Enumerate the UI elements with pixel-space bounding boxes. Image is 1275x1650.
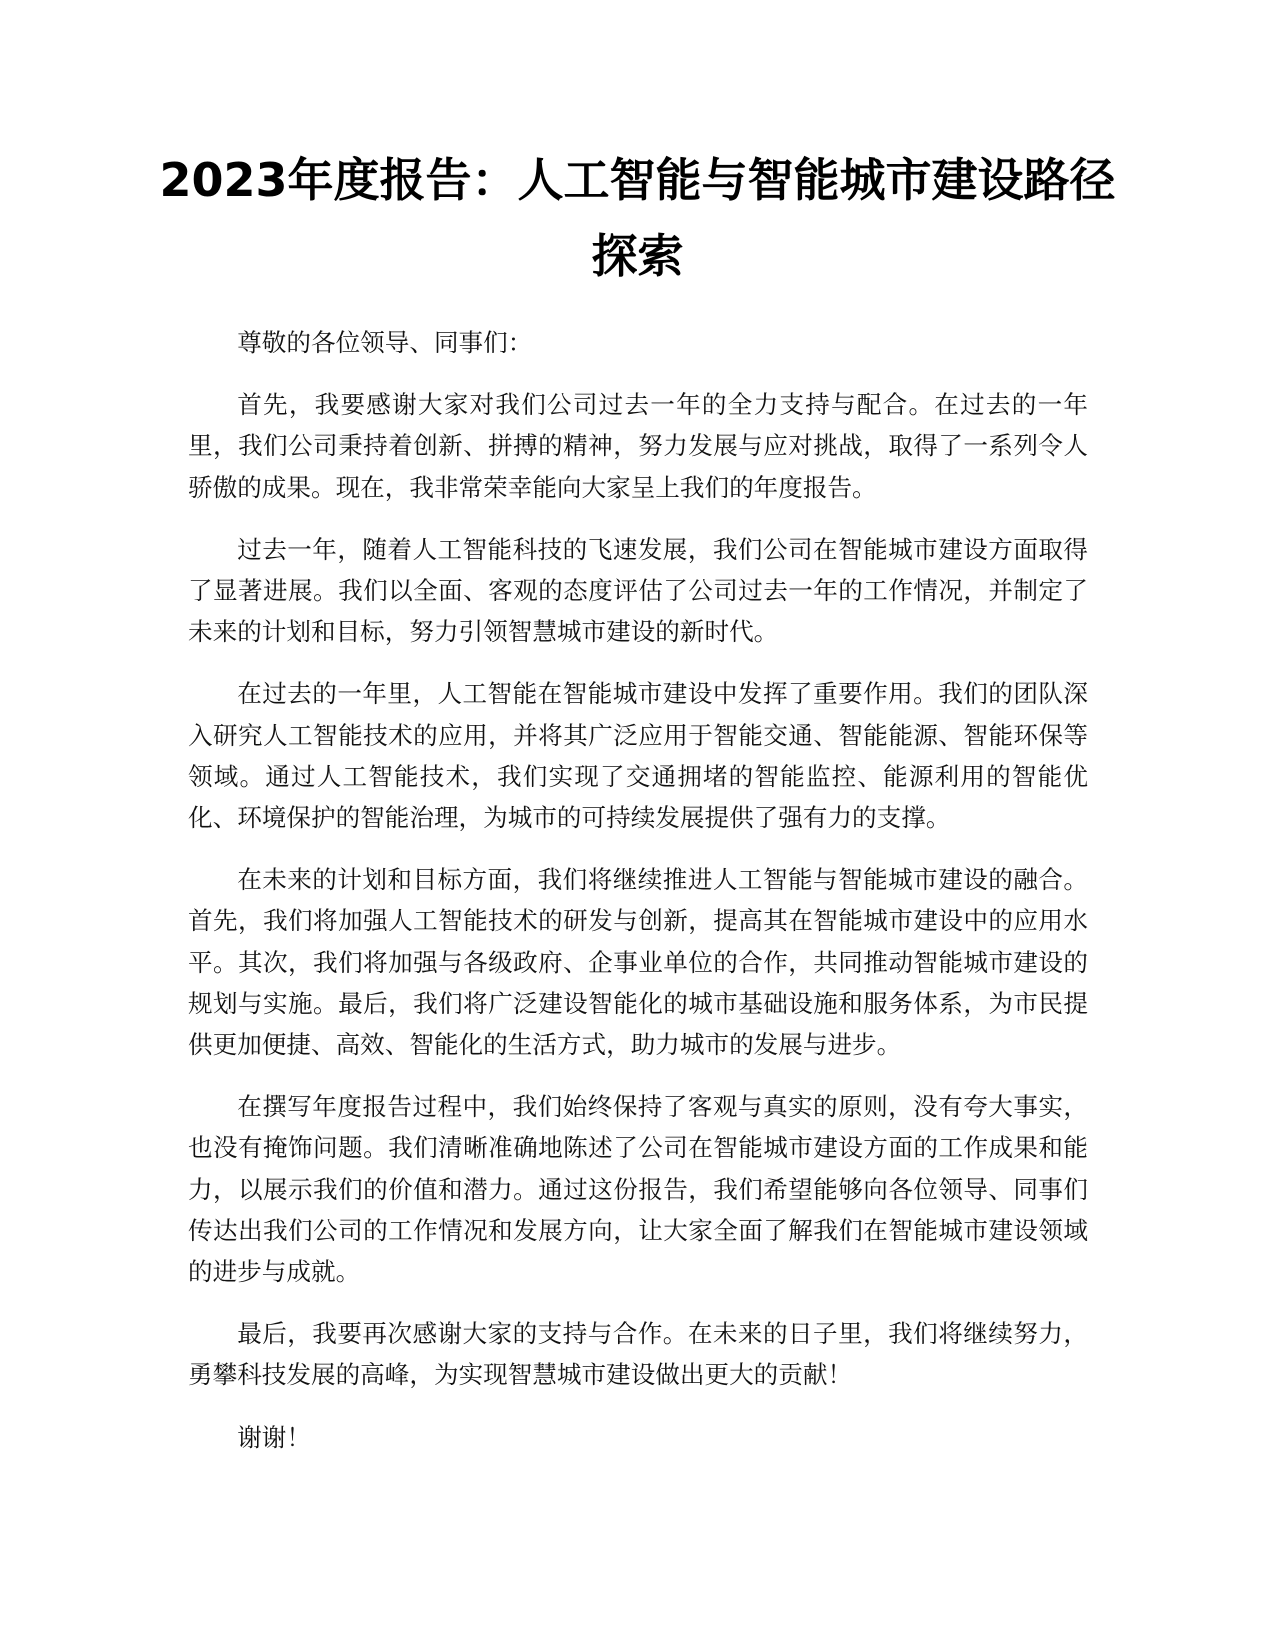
body-paragraph: 在未来的计划和目标方面，我们将继续推进人工智能与智能城市建设的融合。首先，我们将加强人工智能技术的研发与创新，提高其在智能城市建设中的应用水平。其次，我们将加强与各级政府、企事业单位的合作，共同推动智能城市建设的规划与实施。最后，我们将广泛建设智能化的城市基础设施和服务体系，为市民提供更加便捷、高效、智能化的生活方式，助力城市的发展与进步。: [188, 865, 1088, 1060]
body-paragraph: 在撰写年度报告过程中，我们始终保持了客观与真实的原则，没有夸大事实，也没有掩饰问题。我们清晰准确地陈述了公司在智能城市建设方面的工作成果和能力，以展示我们的价值和潜力。通过这份报告，我们希望能够向各位领导、同事们传达出我们公司的工作情况和发展方向，让大家全面了解我们在智能城市建设领域的进步与成就。: [188, 1092, 1088, 1287]
body-paragraph: 首先，我要感谢大家对我们公司过去一年的全力支持与配合。在过去的一年里，我们公司秉持着创新、拼搏的精神，努力发展与应对挑战，取得了一系列令人骄傲的成果。现在，我非常荣幸能向大家呈上我们的年度报告。: [188, 390, 1088, 502]
closing-paragraph: 谢谢！: [237, 1422, 311, 1452]
document-title: 2023年度报告：人工智能与智能城市建设路径探索: [159, 153, 1116, 283]
body-paragraph: 在过去的一年里，人工智能在智能城市建设中发挥了重要作用。我们的团队深入研究人工智能技术的应用，并将其广泛应用于智能交通、智能能源、智能环保等领域。通过人工智能技术，我们实现了交通拥堵的智能监控、能源利用的智能优化、环境保护的智能治理，为城市的可持续发展提供了强有力的支撑。: [188, 679, 1088, 833]
body-paragraph: 过去一年，随着人工智能科技的飞速发展，我们公司在智能城市建设方面取得了显著进展。我们以全面、客观的态度评估了公司过去一年的工作情况，并制定了未来的计划和目标，努力引领智慧城市建设的新时代。: [188, 534, 1088, 647]
body-paragraph: 最后，我要再次感谢大家的支持与合作。在未来的日子里，我们将继续努力，勇攀科技发展的高峰，为实现智慧城市建设做出更大的贡献！: [188, 1319, 1088, 1390]
salutation-paragraph: 尊敬的各位领导、同事们：: [237, 328, 533, 357]
document-body: [188, 322, 1088, 1479]
